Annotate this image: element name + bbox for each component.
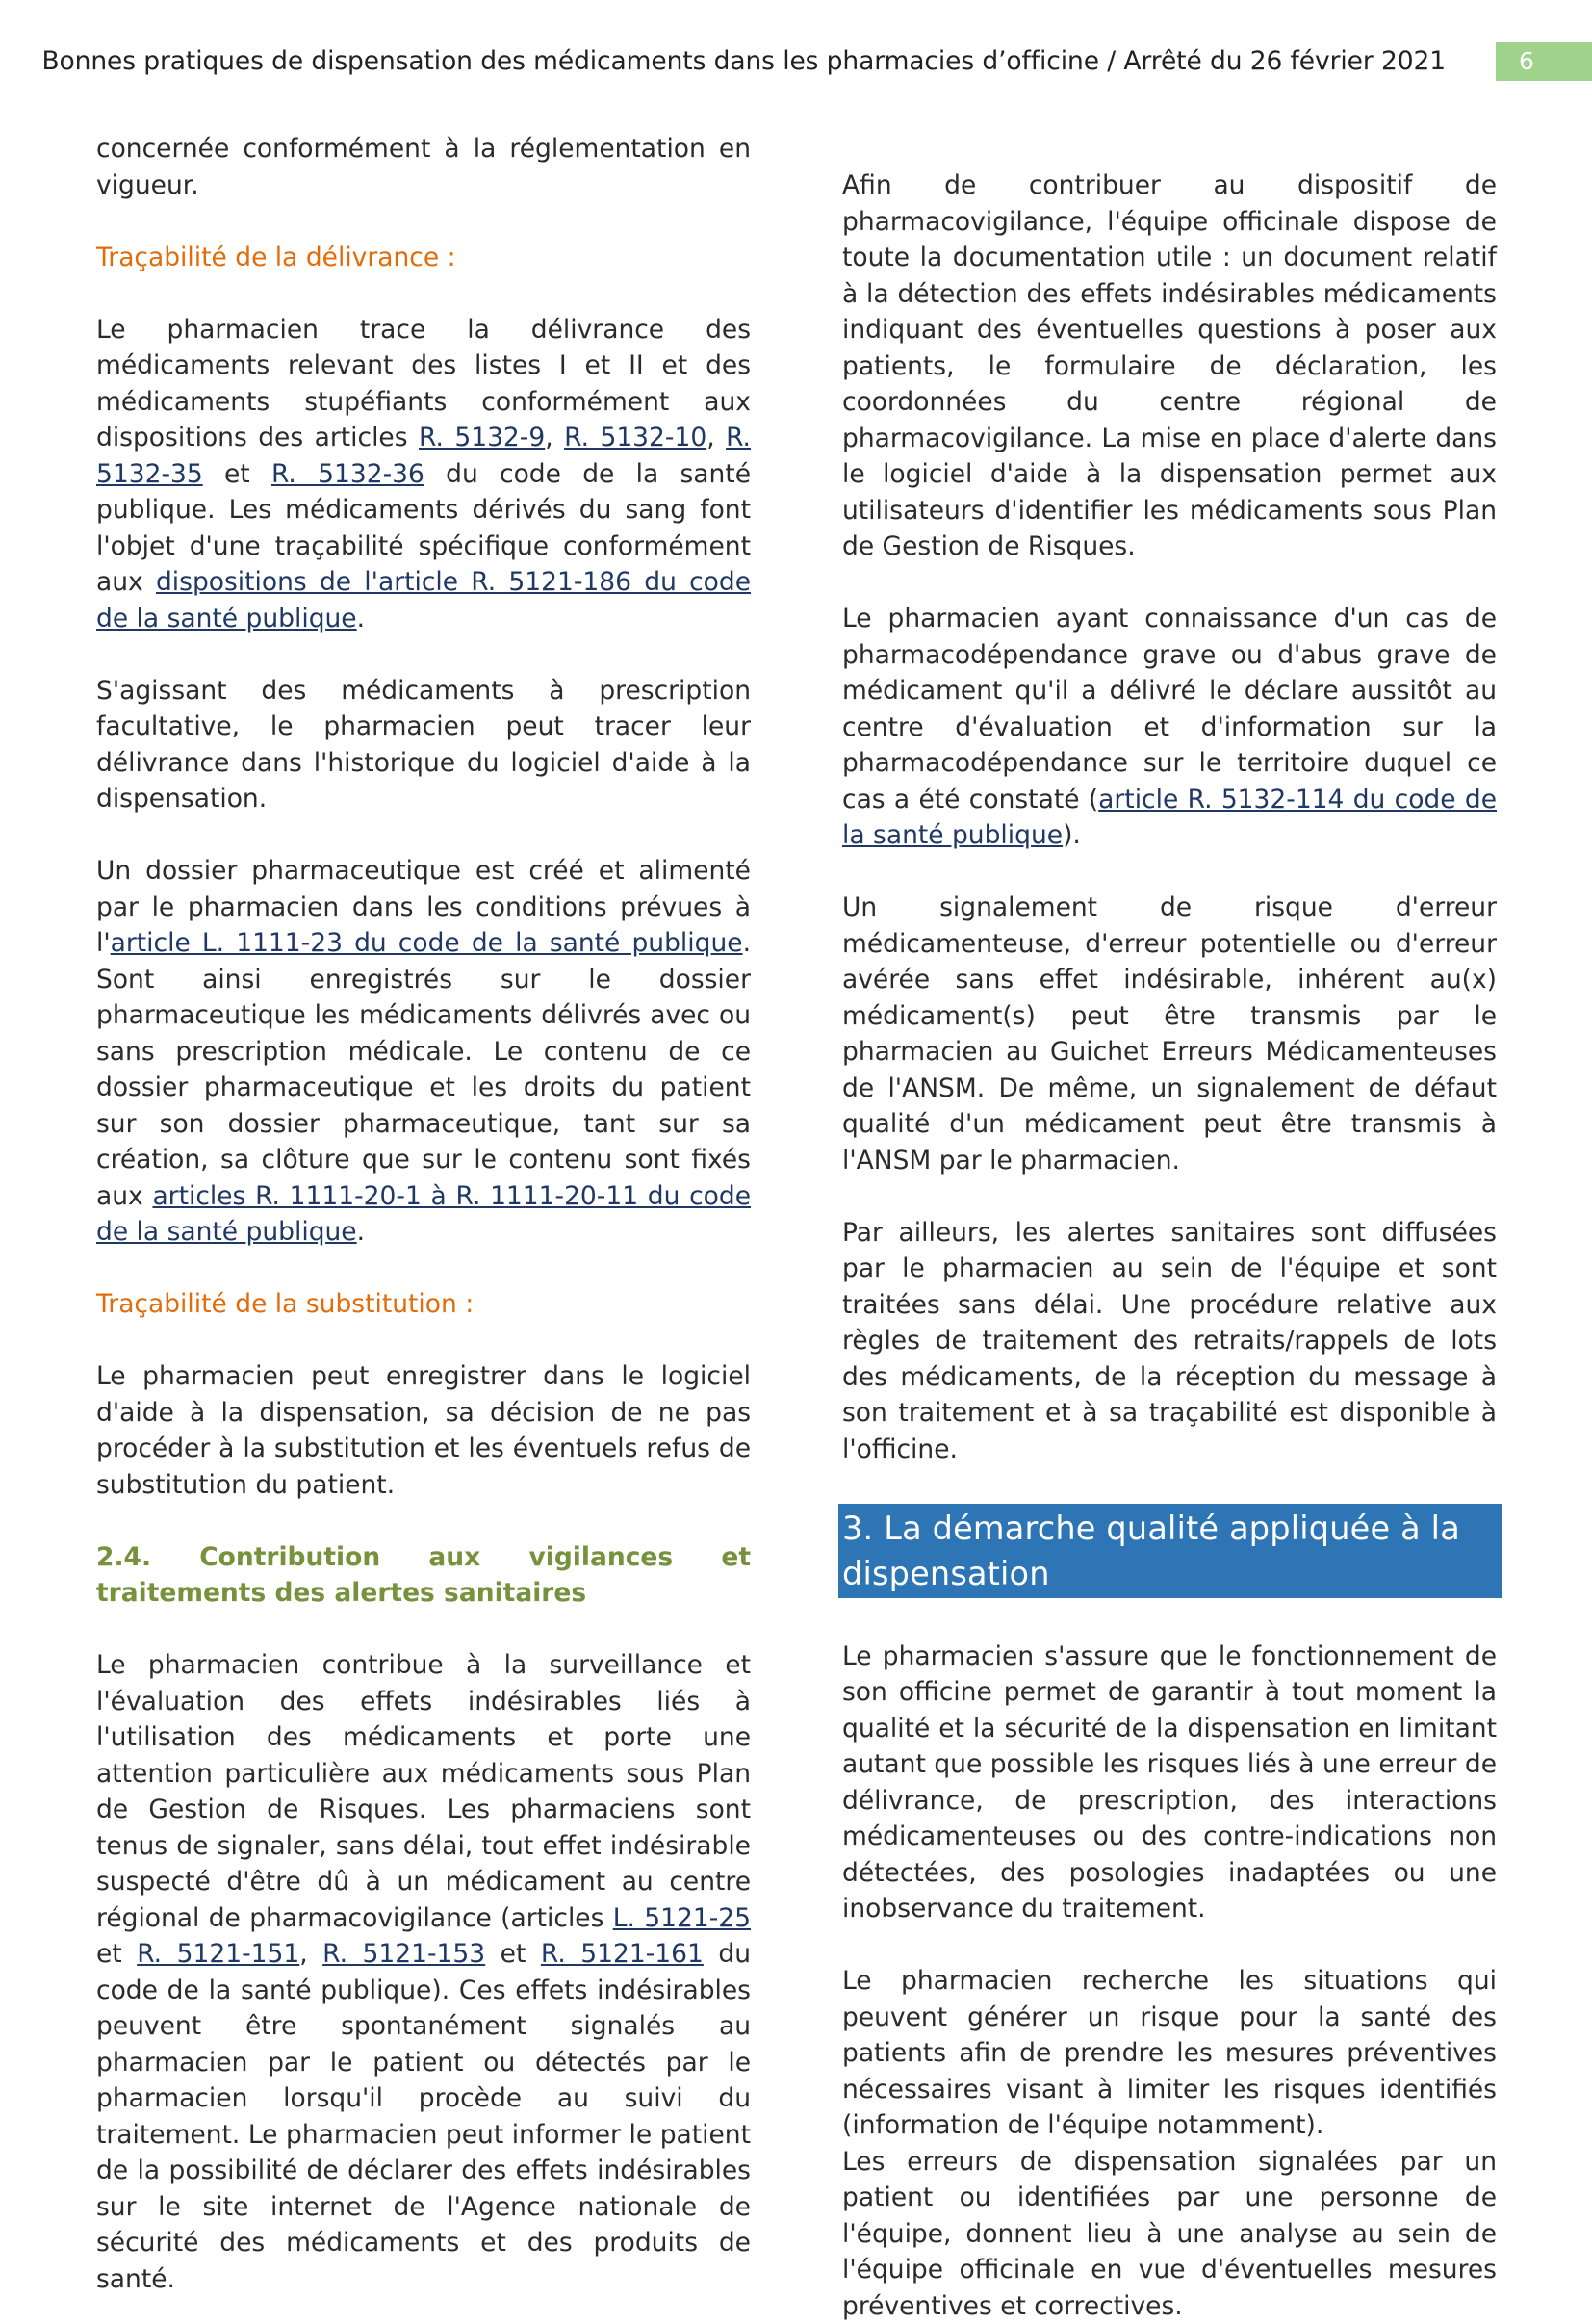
text: , (299, 1939, 322, 1969)
text: Le pharmacien ayant connaissance d'un cas de pharmacodépendance grave ou d'abus grave de médicament qu'il a délivré le déclare aussitôt au centre d'évaluation et d'information sur la pharmacodépendance sur le territoire duquel ce cas a été constaté ( (842, 604, 1497, 814)
page-number-badge: 6 (1496, 42, 1592, 81)
text: . Sont ainsi enregistrés sur le dossier pharmaceutique les médicaments délivrés avec ou sans prescription médicale. Le contenu de ce dossier pharmaceutique et les droits du patient sur son dossier pharmaceutique, tant sur sa création, sa clôture que sur le contenu sont fixés aux (96, 928, 751, 1211)
text: Le pharmacien contribue à la surveillance et l'évaluation des effets indésirables liés à l'utilisation des médicaments et porte une attention particulière aux médicaments sous Plan de Gestion de Risques. Les pharmaciens sont tenus de signaler, sans délai, tout effet indésirable suspecté d'être dû à un médicament au centre régional de pharmacovigilance (articles (96, 1650, 751, 1933)
paragraph-fonctionnement: Le pharmacien s'assure que le fonctionnement de son officine permet de garantir à tout moment la qualité et la sécurité de la dispensation en limitant autant que possible les risques liés à une erreur de délivrance, de prescription, des interactions médicamenteuses ou des contre-indications non détectées, des posologies inadaptées ou une inobservance du traitement. (842, 1639, 1497, 1927)
heading-section-2-4: 2.4. Contribution aux vigilances et traitements des alertes sanitaires (96, 1539, 751, 1612)
link-r5132-35[interactable]: R. 5132-35 (96, 423, 751, 489)
link-r5132-10[interactable]: R. 5132-10 (564, 423, 706, 452)
right-column (842, 168, 1497, 2324)
link-r5132-114[interactable]: article R. 5132-114 du code de la santé publique (842, 785, 1497, 851)
text: et (485, 1939, 541, 1969)
header-title: Bonnes pratiques de dispensation des médicaments dans les pharmacies d’officine / Arrêté du 26 février 2021 (41, 46, 1446, 76)
paragraph-pharmacovigilance (96, 1647, 751, 2297)
text: , (706, 423, 726, 452)
paragraph-situations-risque: Le pharmacien recherche les situations qui peuvent générer un risque pour la santé des patients afin de prendre les mesures préventives nécessaires visant à limiter les risques identifiés (information de l'équipe notamment). (842, 1963, 1497, 2144)
left-column (96, 131, 751, 2297)
text: . (357, 1217, 365, 1247)
link-r5132-36[interactable]: R. 5132-36 (271, 459, 424, 489)
text: Le pharmacien trace la délivrance des médicaments relevant des listes I et II et des médicaments stupéfiants conformément aux dispositions des articles (96, 315, 751, 453)
paragraph-documentation: Afin de contribuer au dispositif de pharmacovigilance, l'équipe officinale dispose de toute la documentation utile : un document relatif à la détection des effets indésirables médicaments indiquant des éventuelles questions à poser aux patients, le formulaire de déclaration, les coordonnées du centre régional de pharmacovigilance. La mise en place d'alerte dans le logiciel d'aide à la dispensation permet aux utilisateurs d'identifier les médicaments sous Plan de Gestion de Risques. (842, 168, 1497, 565)
link-r1111-20[interactable]: articles R. 1111-20-1 à R. 1111-20-11 du code de la santé publique (96, 1181, 751, 1248)
link-r5121-151[interactable]: R. 5121-151 (137, 1939, 299, 1969)
page-header (0, 42, 1592, 89)
paragraph-continued: concernée conformément à la réglementation en vigueur. (96, 131, 751, 203)
text: et (96, 1939, 137, 1969)
link-l1111-23[interactable]: article L. 1111-23 du code de la santé publique (111, 928, 743, 958)
paragraph-pharmacodependance (842, 601, 1497, 854)
text: , (545, 423, 564, 452)
heading-tracabilite-delivrance: Traçabilité de la délivrance : (96, 240, 751, 276)
heading-tracabilite-substitution: Traçabilité de la substitution : (96, 1286, 751, 1323)
link-l5121-25[interactable]: L. 5121-25 (613, 1903, 751, 1933)
link-r5121-161[interactable]: R. 5121-161 (541, 1939, 704, 1969)
text: du code de la santé publique. Les médicaments dérivés du sang font l'objet d'une traçabilité spécifique conformément aux (96, 459, 751, 598)
link-r5132-9[interactable]: R. 5132-9 (419, 423, 545, 452)
paragraph-substitution: Le pharmacien peut enregistrer dans le logiciel d'aide à la dispensation, sa décision de ne pas procéder à la substitution et les éventuels refus de substitution du patient. (96, 1358, 751, 1503)
text: . (357, 604, 365, 633)
paragraph-alertes-sanitaires: Par ailleurs, les alertes sanitaires sont diffusées par le pharmacien au sein de l'équipe et sont traitées sans délai. Une procédure relative aux règles de traitement des retraits/rappels de lots des médicaments, de la réception du message à son traitement et à sa traçabilité est disponible à l'officine. (842, 1215, 1497, 1468)
paragraph-tracabilite-delivrance (96, 312, 751, 637)
paragraph-prescription-facultative: S'agissant des médicaments à prescription facultative, le pharmacien peut tracer leur délivrance dans l'historique du logiciel d'aide à la dispensation. (96, 673, 751, 817)
paragraph-erreur-medicamenteuse: Un signalement de risque d'erreur médicamenteuse, d'erreur potentielle ou d'erreur avérée sans effet indésirable, inhérent au(x) médicament(s) peut être transmis par le pharmacien au Guichet Erreurs Médicamenteuses de l'ANSM. De même, un signalement de défaut qualité d'un médicament peut être transmis à l'ANSM par le pharmacien. (842, 890, 1497, 1178)
section-heading-3: 3. La démarche qualité appliquée à la dispensation (838, 1504, 1502, 1598)
text: du code de la santé publique). Ces effets indésirables peuvent être spontanément signalés au pharmacien par le patient ou détectés par le pharmacien lorsqu'il procède au suivi du traitement. Le pharmacien peut informer le patient de la possibilité de déclarer des effets indésirables sur le site internet de l'Agence nationale de sécurité des médicaments et des produits de santé. (96, 1939, 751, 2294)
paragraph-dossier-pharmaceutique (96, 853, 751, 1251)
text: et (203, 459, 271, 489)
text: ). (1063, 820, 1081, 850)
link-r5121-153[interactable]: R. 5121-153 (322, 1939, 485, 1969)
link-r5121-186[interactable]: dispositions de l'article R. 5121-186 du code de la santé publique (96, 567, 751, 633)
text: Un dossier pharmaceutique est créé et alimenté par le pharmacien dans les conditions prévues à l' (96, 856, 751, 958)
paragraph-erreurs-dispensation: Les erreurs de dispensation signalées par un patient ou identifiées par une personne de l'équipe, donnent lieu à une analyse au sein de l'équipe officinale en vue d'éventuelles mesures préventives et correctives. (842, 2144, 1497, 2324)
